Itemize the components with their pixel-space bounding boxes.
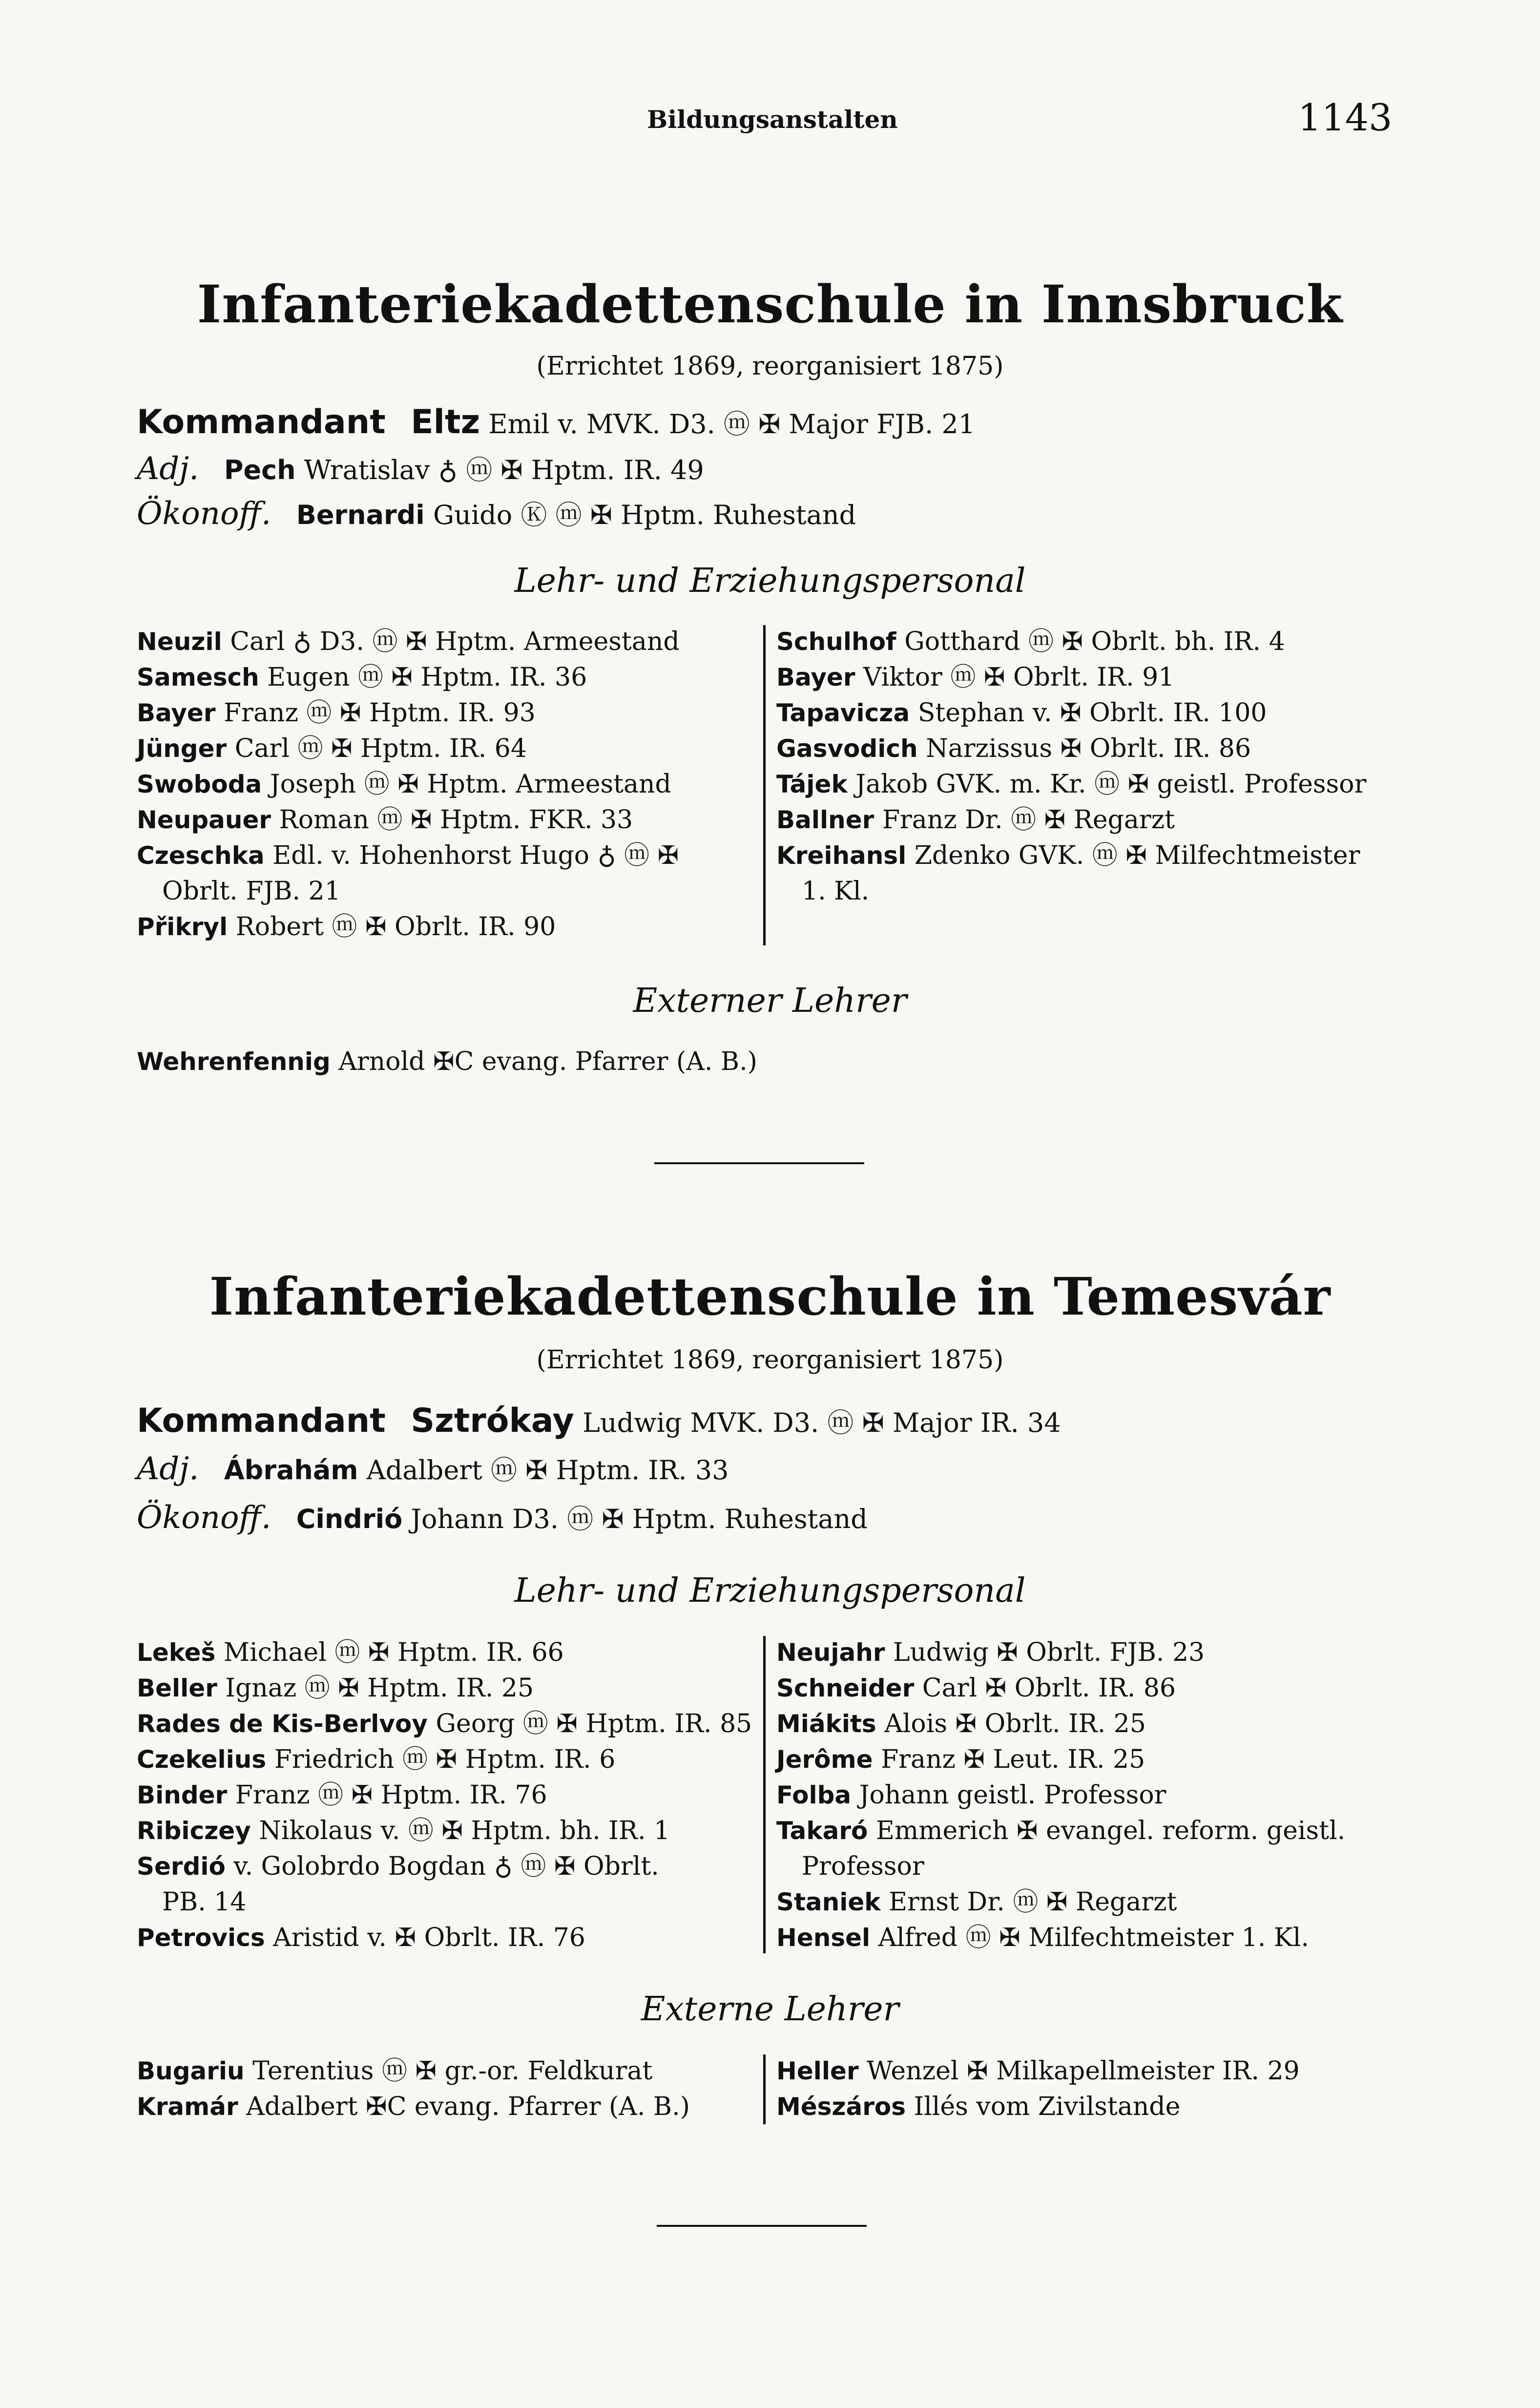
kommandant-role: Kommandant <box>137 403 386 441</box>
school2-founded: (Errichtet 1869, reorganisiert 1875) <box>536 1345 1004 1375</box>
list-item: Czeschka Edl. v. Hohenhorst Hugo ♁ ⓜ ✠ <box>137 841 679 870</box>
list-item: Hensel Alfred ⓜ ✠ Milfechtmeister 1. Kl. <box>776 1923 1309 1952</box>
school2-staff-left <box>137 1635 752 1956</box>
list-item: Tapavicza Stephan v. ✠ Obrlt. IR. 100 <box>776 698 1267 728</box>
column-divider <box>763 1636 766 1953</box>
list-item: Ribiczey Nikolaus v. ⓜ ✠ Hptm. bh. IR. 1 <box>137 1816 670 1845</box>
list-item: Heller Wenzel ✠ Milkapellmeister IR. 29 <box>776 2056 1300 2086</box>
page-number: 1143 <box>1298 96 1393 139</box>
list-item: Bayer Franz ⓜ ✠ Hptm. IR. 93 <box>137 698 536 728</box>
school2-okonoff <box>137 1498 868 1536</box>
section-divider <box>654 1162 864 1164</box>
list-item: Serdió v. Golobrdo Bogdan ♁ ⓜ ✠ Obrlt. <box>137 1852 659 1881</box>
kommandant-role: Kommandant <box>137 1402 386 1440</box>
school1-staff-heading: Lehr- und Erziehungspersonal <box>514 562 1026 600</box>
kommandant-surname: Eltz <box>411 403 480 441</box>
school1-staff-left <box>137 624 680 945</box>
okonoff-role: Ökonoff. <box>137 496 271 532</box>
adj-surname: Ábrahám <box>224 1455 358 1486</box>
list-item: Folba Johann geistl. Professor <box>776 1780 1166 1810</box>
list-item: Miákits Alois ✠ Obrlt. IR. 25 <box>776 1709 1146 1738</box>
list-item: Schulhof Gotthard ⓜ ✠ Obrlt. bh. IR. 4 <box>776 627 1285 656</box>
list-item: Petrovics Aristid v. ✠ Obrlt. IR. 76 <box>137 1923 585 1952</box>
list-item: Staniek Ernst Dr. ⓜ ✠ Regarzt <box>776 1887 1177 1917</box>
kommandant-details: Emil v. MVK. D3. ⓜ ✠ Major FJB. 21 <box>488 409 976 440</box>
list-item: Bugariu Terentius ⓜ ✠ gr.-or. Feldkurat <box>137 2056 653 2086</box>
school2-external-right <box>776 2053 1300 2125</box>
list-item: Jünger Carl ⓜ ✠ Hptm. IR. 64 <box>137 734 527 763</box>
list-item: Ballner Franz Dr. ⓜ ✠ Regarzt <box>776 805 1175 835</box>
list-item: Professor <box>802 1852 924 1881</box>
school2-kommandant <box>137 1402 1061 1440</box>
column-divider <box>763 625 766 945</box>
list-item: Kreihansl Zdenko GVK. ⓜ ✠ Milfechtmeister <box>776 841 1360 870</box>
school2-title: Infanteriekadettenschule in Temesvár <box>209 1266 1331 1327</box>
school1-title: Infanteriekadettenschule in Innsbruck <box>197 273 1343 335</box>
list-item: Bayer Viktor ⓜ ✠ Obrlt. IR. 91 <box>776 663 1175 692</box>
list-item: PB. 14 <box>162 1887 247 1917</box>
school1-external-heading: Externer Lehrer <box>633 982 907 1020</box>
list-item: Neujahr Ludwig ✠ Obrlt. FJB. 23 <box>776 1638 1205 1667</box>
school1-staff-right <box>776 624 1366 909</box>
column-divider <box>763 2054 766 2124</box>
school1-adj <box>137 449 704 487</box>
school1-external-list <box>137 1044 757 1080</box>
list-item: Přikryl Robert ⓜ ✠ Obrlt. IR. 90 <box>137 912 556 942</box>
list-item: Kramár Adalbert ✠C evang. Pfarrer (A. B.) <box>137 2092 690 2121</box>
adj-role: Adj. <box>137 1451 199 1487</box>
adj-surname: Pech <box>224 455 296 485</box>
list-item: Mészáros Illés vom Zivilstande <box>776 2092 1181 2121</box>
list-item: Rades de Kis-Berlvoy Georg ⓜ ✠ Hptm. IR. 85 <box>137 1709 752 1738</box>
okonoff-surname: Cindrió <box>296 1504 403 1534</box>
kommandant-surname: Sztrókay <box>411 1402 574 1440</box>
list-item: Takaró Emmerich ✠ evangel. reform. geistl. <box>776 1816 1346 1845</box>
list-item: Schneider Carl ✠ Obrlt. IR. 86 <box>776 1674 1176 1703</box>
list-item: Lekeš Michael ⓜ ✠ Hptm. IR. 66 <box>137 1638 564 1667</box>
adj-details: Adalbert ⓜ ✠ Hptm. IR. 33 <box>366 1455 729 1486</box>
list-item: Obrlt. FJB. 21 <box>162 877 341 906</box>
running-head: Bildungsanstalten <box>647 105 898 134</box>
list-item: Swoboda Joseph ⓜ ✠ Hptm. Armeestand <box>137 770 671 799</box>
section-divider <box>657 2225 867 2227</box>
list-item: Binder Franz ⓜ ✠ Hptm. IR. 76 <box>137 1780 547 1810</box>
list-item: Samesch Eugen ⓜ ✠ Hptm. IR. 36 <box>137 663 587 692</box>
adj-role: Adj. <box>137 451 199 487</box>
list-item: Tájek Jakob GVK. m. Kr. ⓜ ✠ geistl. Professor <box>776 770 1367 799</box>
school2-staff-right <box>776 1635 1345 1956</box>
list-item: Wehrenfennig Arnold ✠C evang. Pfarrer (A. B.) <box>137 1047 757 1076</box>
list-item: 1. Kl. <box>802 877 870 906</box>
list-item: Czekelius Friedrich ⓜ ✠ Hptm. IR. 6 <box>137 1745 616 1774</box>
school2-staff-heading: Lehr- und Erziehungspersonal <box>514 1571 1026 1610</box>
school1-kommandant <box>137 403 975 441</box>
list-item: Neuzil Carl ♁ D3. ⓜ ✠ Hptm. Armeestand <box>137 627 680 656</box>
school1-founded: (Errichtet 1869, reorganisiert 1875) <box>536 352 1004 381</box>
school1-okonoff <box>137 494 856 532</box>
okonoff-details: Johann D3. ⓜ ✠ Hptm. Ruhestand <box>411 1504 868 1534</box>
list-item: Gasvodich Narzissus ✠ Obrlt. IR. 86 <box>776 734 1251 763</box>
adj-details: Wratislav ♁ ⓜ ✠ Hptm. IR. 49 <box>304 455 704 485</box>
list-item: Jerôme Franz ✠ Leut. IR. 25 <box>776 1745 1145 1774</box>
okonoff-details: Guido Ⓚ ⓜ ✠ Hptm. Ruhestand <box>433 500 856 530</box>
list-item: Beller Ignaz ⓜ ✠ Hptm. IR. 25 <box>137 1674 534 1703</box>
list-item: Neupauer Roman ⓜ ✠ Hptm. FKR. 33 <box>137 805 633 835</box>
school2-external-heading: Externe Lehrer <box>641 1990 899 2029</box>
kommandant-details: Ludwig MVK. D3. ⓜ ✠ Major IR. 34 <box>583 1407 1061 1438</box>
okonoff-surname: Bernardi <box>296 500 425 530</box>
okonoff-role: Ökonoff. <box>137 1500 271 1536</box>
school2-adj <box>137 1449 728 1487</box>
school2-external-left <box>137 2053 690 2125</box>
